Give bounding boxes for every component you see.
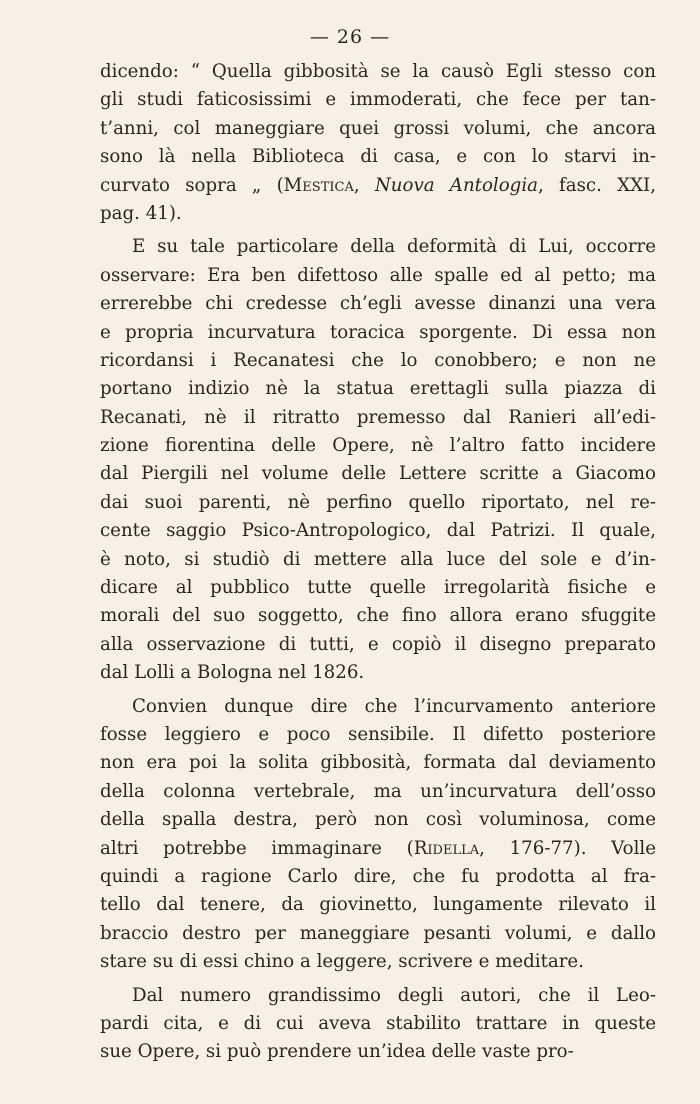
text-run: della spalla destra, però non così voluminosa, come bbox=[100, 809, 656, 831]
author-name: Mestica bbox=[283, 174, 354, 196]
journal-title: Nuova Antologia bbox=[374, 174, 538, 196]
text-line bbox=[100, 517, 656, 545]
text-run: zione fiorentina delle Opere, nè l’altro fatto incidere bbox=[100, 435, 656, 457]
text-run: dicendo: “ Quella gibbosità se la causò Egli stesso con bbox=[100, 61, 656, 82]
text-line bbox=[100, 1010, 656, 1038]
text-run: pardi cita, e di cui aveva stabilito trattare in queste bbox=[100, 1012, 656, 1034]
text-line bbox=[100, 86, 656, 114]
text-run: gli studi faticosissimi e immoderati, che fece per tan- bbox=[100, 89, 656, 111]
text-line bbox=[100, 749, 656, 777]
text-run: errerebbe chi credesse ch’egli avesse dinanzi una vera bbox=[100, 293, 656, 315]
text-line bbox=[100, 891, 656, 919]
text-run: , 176-77). Volle bbox=[479, 837, 656, 859]
text-run: sue Opere, si può prendere un’idea delle vaste pro- bbox=[100, 1041, 574, 1063]
text-line bbox=[100, 347, 656, 375]
author-name: Ridella bbox=[413, 837, 480, 859]
page-number: — 26 — bbox=[309, 26, 391, 48]
paragraph bbox=[100, 233, 656, 687]
paragraph bbox=[100, 982, 656, 1067]
text-run: tello dal tenere, da giovinetto, lungamente rilevato il bbox=[100, 894, 656, 916]
text-run: cente saggio Psico-Antropologico, dal Patrizi. Il quale, bbox=[100, 520, 656, 542]
text-run: portano indizio nè la statua erettagli sulla piazza di bbox=[100, 378, 656, 400]
text-line bbox=[100, 721, 656, 749]
text-line bbox=[100, 404, 656, 432]
text-run: sono là nella Biblioteca di casa, e con lo starvi in- bbox=[100, 146, 656, 168]
text-run: E su tale particolare della deformità di Lui, occorre bbox=[132, 236, 656, 258]
text-run: Dal numero grandissimo degli autori, che il Leo- bbox=[132, 984, 656, 1006]
text-run: della colonna vertebrale, ma un’incurvatura dell’osso bbox=[100, 780, 656, 802]
text-run: curvato sopra „ ( bbox=[100, 174, 284, 196]
text-line bbox=[100, 920, 656, 948]
text-run: dal Lolli a Bologna nel 1826. bbox=[100, 662, 365, 684]
text-line bbox=[100, 546, 656, 574]
text-run: dai suoi parenti, nè perfino quello riportato, nel re- bbox=[100, 491, 656, 513]
text-run: altri potrebbe immaginare ( bbox=[100, 837, 414, 859]
text-line bbox=[100, 659, 656, 687]
text-run: Recanati, nè il ritratto premesso dal Ranieri all’edi- bbox=[100, 406, 656, 428]
text-line bbox=[100, 574, 656, 602]
text-line bbox=[100, 1038, 656, 1066]
text-line bbox=[100, 115, 656, 143]
text-run: pag. 41). bbox=[100, 202, 182, 224]
paragraph bbox=[100, 58, 656, 228]
text-run: t’anni, col maneggiare quei grossi volumi, che ancora bbox=[100, 117, 656, 139]
text-line bbox=[100, 863, 656, 891]
text-run: non era poi la solita gibbosità, formata dal deviamento bbox=[100, 752, 656, 774]
text-line bbox=[100, 460, 656, 488]
text-run: morali del suo soggetto, che fino allora erano sfuggite bbox=[100, 605, 656, 627]
text-run: dal Piergili nel volume delle Lettere scritte a Giacomo bbox=[100, 463, 656, 485]
text-run: fosse leggiero e poco sensibile. Il difetto posteriore bbox=[100, 723, 656, 745]
text-run: osservare: Era ben difettoso alle spalle ed al petto; ma bbox=[100, 264, 656, 286]
text-run: e propria incurvatura toracica sporgente. Di essa non bbox=[100, 321, 656, 343]
text-run: ricordansi i Recanatesi che lo conobbero; e non ne bbox=[100, 349, 656, 371]
text-line bbox=[100, 489, 656, 517]
text-run: braccio destro per maneggiare pesanti volumi, e dallo bbox=[100, 922, 656, 944]
text-line bbox=[100, 432, 656, 460]
text-line bbox=[100, 233, 656, 261]
paragraph bbox=[100, 693, 656, 977]
body-text bbox=[100, 58, 656, 1067]
text-line bbox=[100, 262, 656, 290]
text-run: stare su di essi chino a leggere, scrivere e meditare. bbox=[100, 951, 584, 973]
text-line bbox=[100, 143, 656, 171]
text-line bbox=[100, 58, 656, 86]
text-line bbox=[100, 375, 656, 403]
text-run: quindi a ragione Carlo dire, che fu prodotta al fra- bbox=[100, 865, 656, 887]
text-run: è noto, si studiò di mettere alla luce del sole e d’in- bbox=[100, 548, 656, 570]
text-line bbox=[100, 200, 656, 228]
text-run: alla osservazione di tutti, e copiò il disegno preparato bbox=[100, 633, 656, 655]
text-run: dicare al pubblico tutte quelle irregolarità fisiche e bbox=[100, 577, 656, 599]
text-line bbox=[100, 835, 656, 863]
text-run: , fasc. XXI, bbox=[538, 174, 656, 196]
text-line bbox=[100, 631, 656, 659]
text-line bbox=[100, 778, 656, 806]
text-line bbox=[100, 319, 656, 347]
text-line bbox=[100, 290, 656, 318]
text-line bbox=[100, 693, 656, 721]
text-run: , bbox=[353, 174, 375, 196]
text-line bbox=[100, 948, 656, 976]
text-line bbox=[100, 602, 656, 630]
text-run: Convien dunque dire che l’incurvamento anteriore bbox=[132, 695, 656, 717]
text-line bbox=[100, 982, 656, 1010]
text-line bbox=[100, 806, 656, 834]
text-line bbox=[100, 172, 656, 200]
